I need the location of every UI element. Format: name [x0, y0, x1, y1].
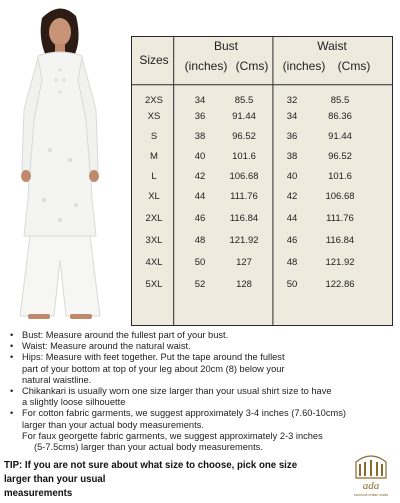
- header-bust-cms: (Cms): [235, 59, 269, 73]
- bust-inches: 36: [194, 111, 206, 122]
- waist-inches: 46: [286, 235, 298, 246]
- bust-cms: 116.84: [229, 213, 259, 224]
- waist-inches: 44: [286, 213, 298, 224]
- bust-cms: 111.76: [230, 191, 258, 202]
- bust-cms: 106.68: [229, 171, 259, 182]
- waist-inches: 40: [286, 171, 298, 182]
- note-cotton: [4, 408, 396, 419]
- bust-cms: 96.52: [232, 131, 256, 142]
- size-label: 4XL: [145, 257, 163, 268]
- note-georgette-cont: [4, 442, 396, 453]
- bust-inches: 38: [194, 131, 206, 142]
- waist-inches: 42: [286, 191, 298, 202]
- header-bust-inches: (inches): [184, 59, 228, 73]
- note-cotton-line2: larger than your actual body measurements.: [22, 419, 204, 430]
- logo-mark: ada: [362, 480, 380, 492]
- note-hips-line1: Hips: Measure with feet together. Put the tape around the fullest: [22, 352, 285, 363]
- size-label: 5XL: [145, 279, 163, 290]
- waist-inches: 48: [286, 257, 298, 268]
- bullet-icon: •: [10, 341, 14, 352]
- note-chikankari-cont: [4, 397, 396, 408]
- waist-cms: 122.86: [325, 279, 355, 290]
- size-label: 3XL: [145, 235, 163, 246]
- size-label: M: [150, 151, 158, 162]
- waist-inches: 34: [286, 111, 298, 122]
- note-hips-cont: [4, 375, 396, 386]
- bust-inches: 44: [194, 191, 206, 202]
- bust-cms: 91.44: [232, 111, 256, 122]
- tip-line2: measurements: [4, 487, 73, 499]
- note-hips-cont: [4, 364, 396, 375]
- model-photo: [0, 0, 120, 328]
- size-tip: [4, 458, 308, 500]
- note-waist-text: Waist: Measure around the natural waist.: [22, 341, 191, 352]
- waist-cms: 101.6: [328, 171, 352, 182]
- size-label: S: [150, 131, 158, 142]
- bust-inches: 50: [194, 257, 206, 268]
- bust-inches: 46: [194, 213, 206, 224]
- note-chikankari-line1: Chikankari is usually worn one size larger than your usual shirt size to have: [22, 386, 332, 397]
- bust-cms: 121.92: [229, 235, 259, 246]
- waist-cms: 85.5: [330, 95, 350, 106]
- header-bust: Bust: [213, 39, 238, 53]
- note-hips-line2: part of your bottom at top of your leg about 20cm (8) below your: [22, 363, 285, 374]
- note-georgette: [4, 431, 396, 442]
- measurement-notes: [4, 330, 396, 453]
- note-hips: [4, 352, 396, 363]
- note-bust: [4, 330, 396, 341]
- logo-tagline: luxurious chikan studio: [353, 493, 389, 497]
- note-chikankari-line2: a slightly loose silhouette: [22, 397, 126, 408]
- header-waist: Waist: [317, 39, 347, 53]
- waist-cms: 86.36: [328, 111, 352, 122]
- bullet-icon: •: [10, 330, 14, 340]
- bust-cms: 127: [236, 257, 252, 268]
- size-label: XL: [148, 191, 160, 202]
- bust-inches: 52: [194, 279, 206, 290]
- note-hips-line3: natural waistline.: [22, 374, 92, 385]
- waist-inches: 32: [286, 95, 298, 106]
- waist-inches: 36: [286, 131, 298, 142]
- waist-inches: 38: [286, 151, 298, 162]
- waist-cms: 121.92: [325, 257, 355, 268]
- header-waist-cms: (Cms): [337, 59, 371, 73]
- note-georgette-line2: (5-7.5cms) larger than your actual body measurements.: [34, 442, 263, 453]
- waist-cms: 111.76: [326, 213, 354, 224]
- note-bust-text: Bust: Measure around the fullest part of your bust.: [22, 330, 229, 340]
- ada-logo-icon: [346, 448, 396, 498]
- bust-inches: 40: [194, 151, 206, 162]
- size-label: 2XS: [145, 95, 163, 106]
- bust-cms: 128: [236, 279, 252, 290]
- bust-cms: 85.5: [234, 95, 254, 106]
- waist-inches: 50: [286, 279, 298, 290]
- size-label: L: [151, 171, 157, 182]
- tip-line1: TIP: If you are not sure about what size to choose, pick one size larger than your usual: [4, 459, 298, 485]
- header-sizes: Sizes: [139, 53, 169, 67]
- bust-inches: 42: [194, 171, 206, 182]
- size-label: 2XL: [145, 213, 163, 224]
- note-cotton-line1: For cotton fabric garments, we suggest approximately 3-4 inches (7.60-10cms): [22, 408, 346, 419]
- waist-cms: 96.52: [328, 151, 352, 162]
- note-waist: [4, 341, 396, 352]
- note-chikankari: [4, 386, 396, 397]
- waist-cms: 106.68: [325, 191, 355, 202]
- bullet-icon: •: [10, 408, 14, 419]
- header-waist-inches: (inches): [282, 59, 326, 73]
- bust-cms: 101.6: [232, 151, 256, 162]
- size-chart-table: [131, 36, 393, 326]
- bullet-icon: •: [10, 352, 14, 363]
- waist-cms: 116.84: [325, 235, 355, 246]
- note-cotton-cont: [4, 420, 396, 431]
- bust-inches: 34: [194, 95, 206, 106]
- bullet-icon: •: [10, 386, 14, 397]
- size-label: XS: [147, 111, 161, 122]
- bust-inches: 48: [194, 235, 206, 246]
- note-georgette-line1: For faux georgette fabric garments, we suggest approximately 2-3 inches: [22, 430, 323, 441]
- waist-cms: 91.44: [328, 131, 352, 142]
